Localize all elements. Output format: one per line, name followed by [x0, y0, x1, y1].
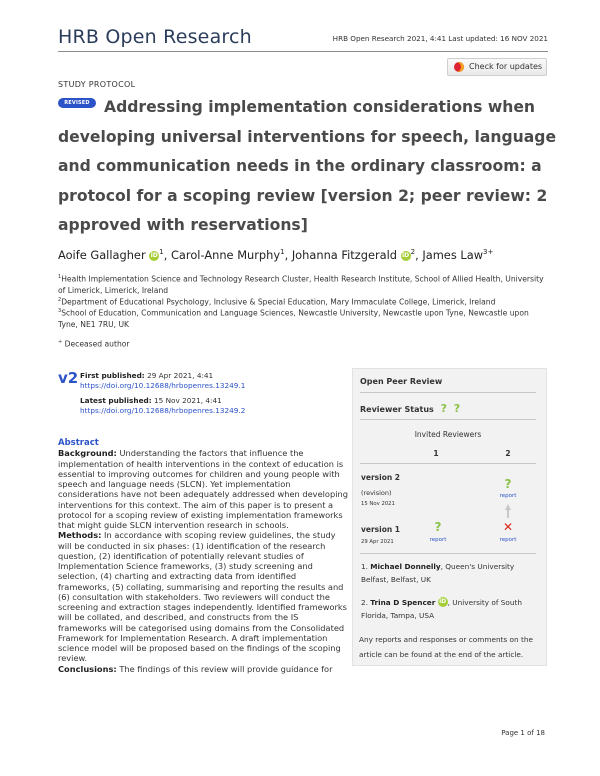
running-head: HRB Open Research 2021, 4:41 Last updated: 16 NOV 2021	[332, 34, 548, 43]
background-label: Background:	[58, 448, 117, 459]
journal-title[interactable]: HRB Open Research	[58, 26, 252, 48]
affiliation-text: Health Implementation Science and Technology Research Cluster, Health Research Institute, School of Allied Health, University of Limerick, Limerick, Ireland	[58, 274, 544, 296]
affiliation-number: 1	[58, 274, 62, 280]
reviewer-number: 2.	[361, 598, 368, 607]
crossmark-icon	[454, 62, 464, 72]
background-text: Understanding the factors that influence the implementation of health interventions in the context of education is essential to improving outcomes for children and young people with speech and language needs (SLCN). Yet implementation considerations have not been adequately addressed when developing interventions for this context. The aim of this paper is to present a protocol for a scoping review of existing implementation frameworks that might guide SLCN intervention research in schools.	[58, 448, 348, 530]
reviewer-status-label: Reviewer Status	[360, 405, 434, 414]
article-type: STUDY PROTOCOL	[58, 80, 136, 89]
author-affil-sup: 3+	[483, 248, 494, 257]
author-name[interactable]: Aoife Gallagher	[58, 248, 146, 262]
conclusions-text: The findings of this review will provide guidance for	[119, 663, 333, 674]
status-question-icon: ?	[453, 402, 461, 415]
abstract	[58, 438, 348, 674]
check-for-updates-button[interactable]	[447, 58, 547, 76]
methods-text: In accordance with scoping review guidelines, the study will be conducted in six phases: (1) identification of the research question, (2) identification of potentially relevant studies of Implementation Science frameworks, (3) study screening and selection, (4) charting and extracting data from identified frameworks, (5) collating, summarising and reporting the results and (6) consultation with stakeholders. Two reviewers will conduct the screening and extraction stages independently. Identified frameworks will be collated, and described, and constructs from the IS frameworks will be categorised using domains from the Consolidated Framework for Implementation Research. A draft implementation science model will be proposed based on the findings of the scoping review.	[58, 530, 347, 664]
latest-published-doi-link[interactable]: https://doi.org/10.12688/hrbopenres.13249.2	[80, 405, 246, 415]
panel-divider	[360, 463, 536, 464]
first-published	[80, 371, 245, 391]
author-affil-sup: 1	[280, 248, 285, 257]
page-number: Page 1 of 18	[501, 729, 545, 737]
abstract-conclusions	[58, 664, 348, 674]
open-peer-review-title: Open Peer Review	[360, 377, 443, 386]
affiliation-number: 3	[58, 308, 62, 314]
author-affil-sup: 2	[410, 248, 416, 257]
status-question-icon: ?	[440, 402, 447, 415]
panel-divider	[360, 419, 536, 420]
article-title: Addressing implementation considerations when developing universal interventions for speech, language and communication needs in the ordinary classroom: a protocol for a scoping review [version 2; peer review: 2 approved with reservations]	[58, 98, 557, 234]
question-mark-icon: ?	[434, 520, 442, 534]
header-divider	[58, 51, 548, 52]
affiliation-number: 2	[58, 297, 62, 303]
orcid-icon[interactable]: iD	[439, 598, 447, 605]
deceased-mark: +	[58, 339, 63, 345]
methods-label: Methods:	[58, 530, 102, 541]
author-name[interactable]: Carol-Anne Murphy	[170, 248, 281, 262]
deceased-text: Deceased author	[64, 339, 130, 349]
first-published-date: 29 Apr 2021, 4:41	[147, 371, 214, 380]
reviewer-number: 1.	[361, 562, 368, 571]
arrow-up-icon	[505, 504, 511, 518]
version-label: v2	[58, 369, 79, 387]
reviewer-2	[361, 597, 541, 622]
reviewer-affiliation: , University of South Florida, Tampa, USA	[361, 598, 522, 620]
version-1-label[interactable]: version 1	[361, 525, 401, 534]
panel-divider	[360, 392, 536, 393]
version-2-date: 15 Nov 2021	[361, 501, 395, 507]
affiliation	[58, 306, 548, 331]
author-affil-sup: 1	[159, 248, 164, 257]
report-link[interactable]: report	[499, 493, 517, 499]
abstract-methods	[58, 530, 348, 663]
deceased-note	[58, 339, 130, 349]
first-published-doi-link[interactable]: https://doi.org/10.12688/hrbopenres.13249.1	[80, 380, 246, 390]
report-link[interactable]: report	[429, 537, 447, 543]
latest-published-label: Latest published:	[80, 396, 152, 405]
author-name[interactable]: Johanna Fitzgerald	[291, 248, 398, 262]
latest-published	[80, 396, 245, 416]
reviewer-column-1: 1	[433, 449, 439, 458]
version-1-date: 29 Apr 2021	[361, 539, 394, 545]
affiliation-text: Department of Educational Psychology, Inclusive & Special Education, Mary Immaculate College, Limerick, Ireland	[61, 297, 496, 307]
orcid-icon[interactable]: iD	[150, 252, 158, 259]
orcid-icon[interactable]: iD	[402, 252, 410, 259]
author-name[interactable]: James Law	[422, 248, 484, 262]
cross-icon: ✕	[502, 520, 514, 534]
affiliation-text: School of Education, Communication and Language Sciences, Newcastle University, Newcastle upon Tyne, Newcastle upon Tyne, NE1 7RU, UK	[58, 308, 529, 330]
reviewer-affiliation: , Queen's University Belfast, Belfast, UK	[361, 562, 515, 584]
reviewer-status	[360, 402, 460, 415]
affiliation	[58, 272, 548, 297]
report-link[interactable]: report	[499, 537, 517, 543]
reviewer-name[interactable]: Trina D Spencer	[370, 598, 436, 607]
reviewer-1	[361, 561, 541, 586]
reviewer-column-2: 2	[505, 449, 511, 458]
latest-published-date: 15 Nov 2021, 4:41	[153, 396, 222, 405]
abstract-heading: Abstract	[58, 438, 99, 448]
author-list: Aoife Gallagher $iD^1$, Carol-Anne Murphy$^1$, Johanna Fitzgerald $iD^2$, James Law$^{3+}$	[58, 248, 494, 262]
reports-note: Any reports and responses or comments on the article can be found at the end of the article.	[359, 635, 533, 659]
check-for-updates-label: Check for updates	[469, 62, 543, 71]
invited-reviewers-label: Invited Reviewers	[414, 430, 482, 439]
version-2-label[interactable]: version 2	[361, 473, 401, 482]
panel-divider	[360, 553, 536, 554]
first-published-label: First published:	[80, 371, 145, 380]
conclusions-label: Conclusions:	[58, 663, 117, 674]
abstract-background	[58, 448, 348, 530]
reviewer-name[interactable]: Michael Donnelly	[370, 562, 441, 571]
version-2-revision: (revision)	[361, 489, 392, 497]
question-mark-icon: ?	[504, 477, 512, 491]
revised-badge: REVISED	[58, 98, 96, 108]
